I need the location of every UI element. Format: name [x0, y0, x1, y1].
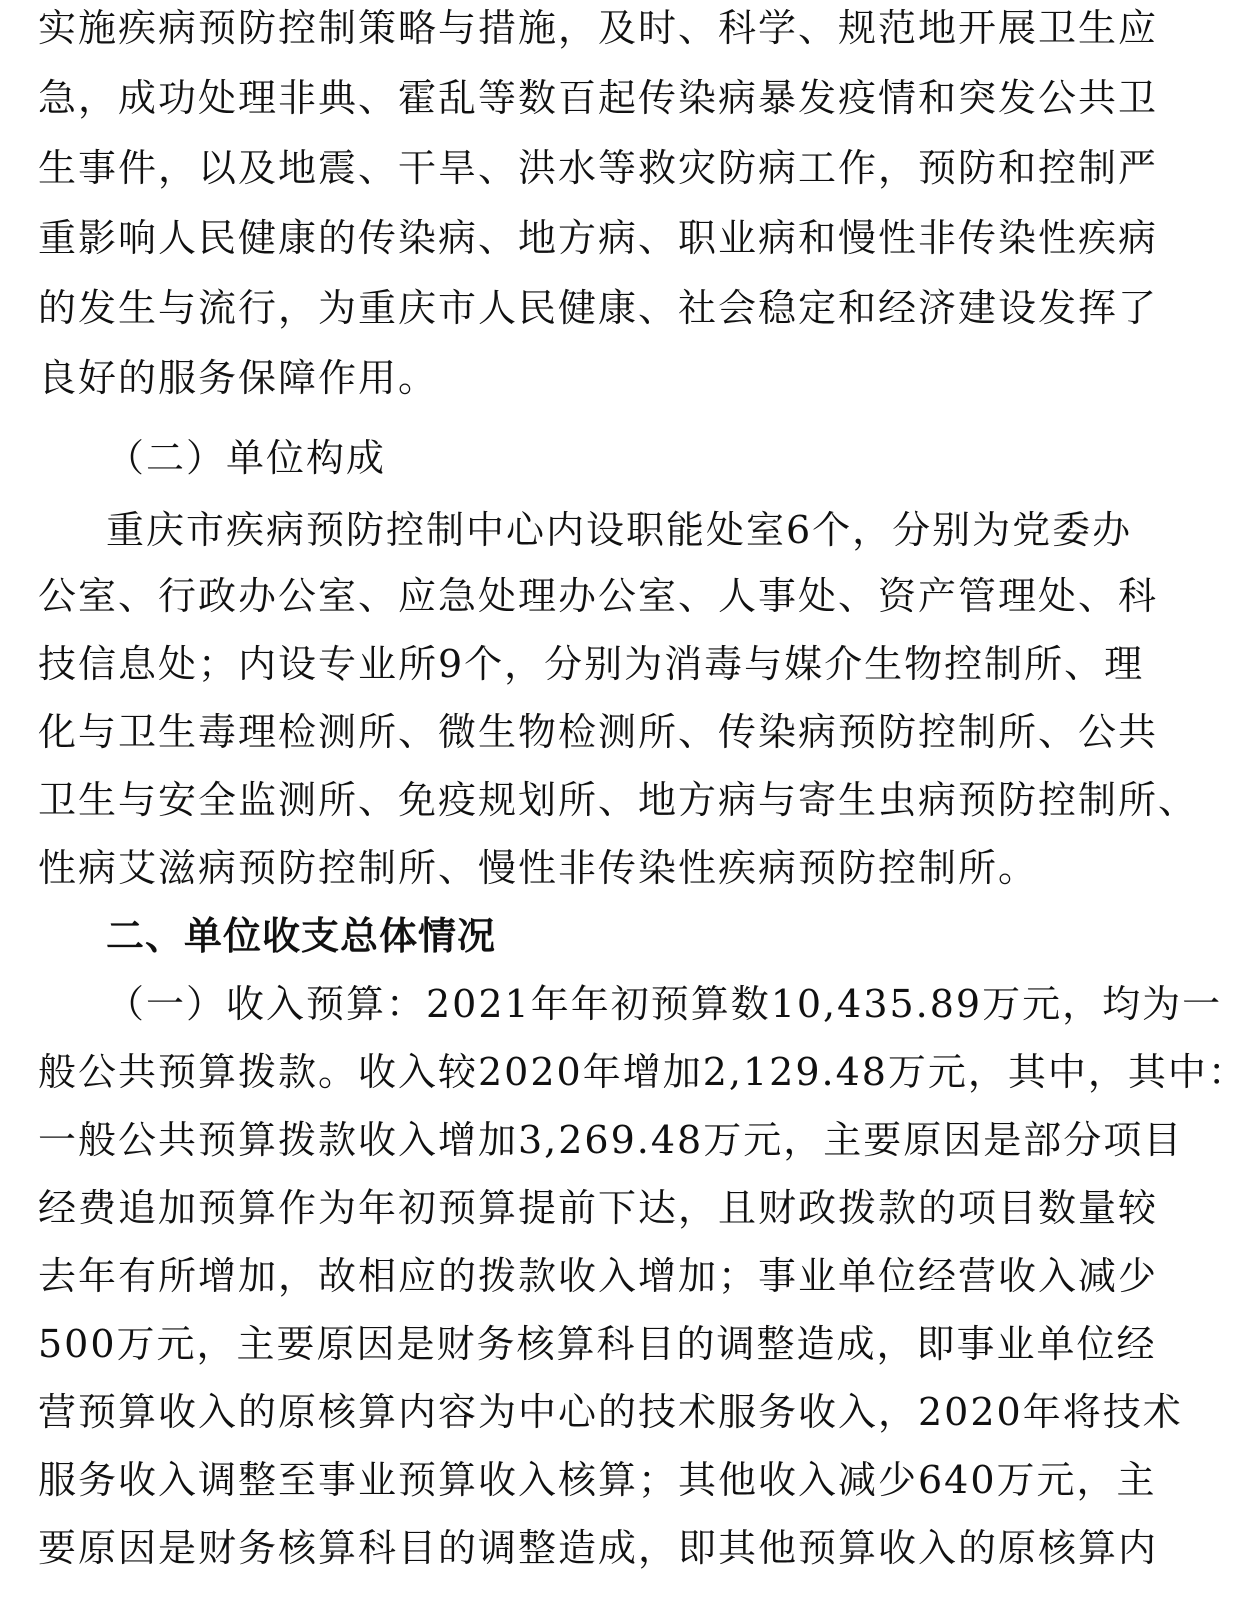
paragraph-line: 实施疾病预防控制策略与措施，及时、科学、规范地开展卫生应: [38, 6, 1159, 50]
paragraph-line: 卫生与安全监测所、免疫规划所、地方病与寄生虫病预防控制所、: [38, 778, 1199, 822]
paragraph-line: 重影响人民健康的传染病、地方病、职业病和慢性非传染性疾病: [38, 216, 1159, 260]
paragraph-line: 般公共预算拨款。收入较2020年增加2,129.48万元，其中，其中：: [38, 1050, 1248, 1094]
section-heading: 二、单位收支总体情况: [106, 914, 497, 958]
paragraph-line: 一般公共预算拨款收入增加3,269.48万元，主要原因是部分项目: [38, 1118, 1184, 1162]
paragraph-line: 性病艾滋病预防控制所、慢性非传染性疾病预防控制所。: [38, 846, 1039, 890]
paragraph-line: 化与卫生毒理检测所、微生物检测所、传染病预防控制所、公共: [38, 710, 1159, 754]
paragraph-line: 技信息处；内设专业所9个，分别为消毒与媒介生物控制所、理: [38, 642, 1145, 686]
paragraph-line: 重庆市疾病预防控制中心内设职能处室6个，分别为党委办: [106, 508, 1133, 552]
paragraph-line: 的发生与流行，为重庆市人民健康、社会稳定和经济建设发挥了: [38, 286, 1159, 330]
subheading-unit-composition: （二）单位构成: [106, 436, 387, 480]
paragraph-line: 公室、行政办公室、应急处理办公室、人事处、资产管理处、科: [38, 574, 1159, 618]
paragraph-line: 生事件，以及地震、干旱、洪水等救灾防病工作，预防和控制严: [38, 146, 1159, 190]
paragraph-line: 要原因是财务核算科目的调整造成，即其他预算收入的原核算内: [38, 1526, 1159, 1570]
paragraph-line: 500万元，主要原因是财务核算科目的调整造成，即事业单位经: [38, 1322, 1157, 1366]
paragraph-line: 服务收入调整至事业预算收入核算；其他收入减少640万元，主: [38, 1458, 1157, 1502]
paragraph-line: 良好的服务保障作用。: [38, 356, 439, 400]
paragraph-line: 去年有所增加，故相应的拨款收入增加；事业单位经营收入减少: [38, 1254, 1159, 1298]
paragraph-line: （一）收入预算：2021年年初预算数10,435.89万元，均为一: [106, 982, 1223, 1026]
paragraph-line: 经费追加预算作为年初预算提前下达，且财政拨款的项目数量较: [38, 1186, 1159, 1230]
paragraph-line: 急，成功处理非典、霍乱等数百起传染病暴发疫情和突发公共卫: [38, 76, 1159, 120]
paragraph-line: 营预算收入的原核算内容为中心的技术服务收入，2020年将技术: [38, 1390, 1183, 1434]
